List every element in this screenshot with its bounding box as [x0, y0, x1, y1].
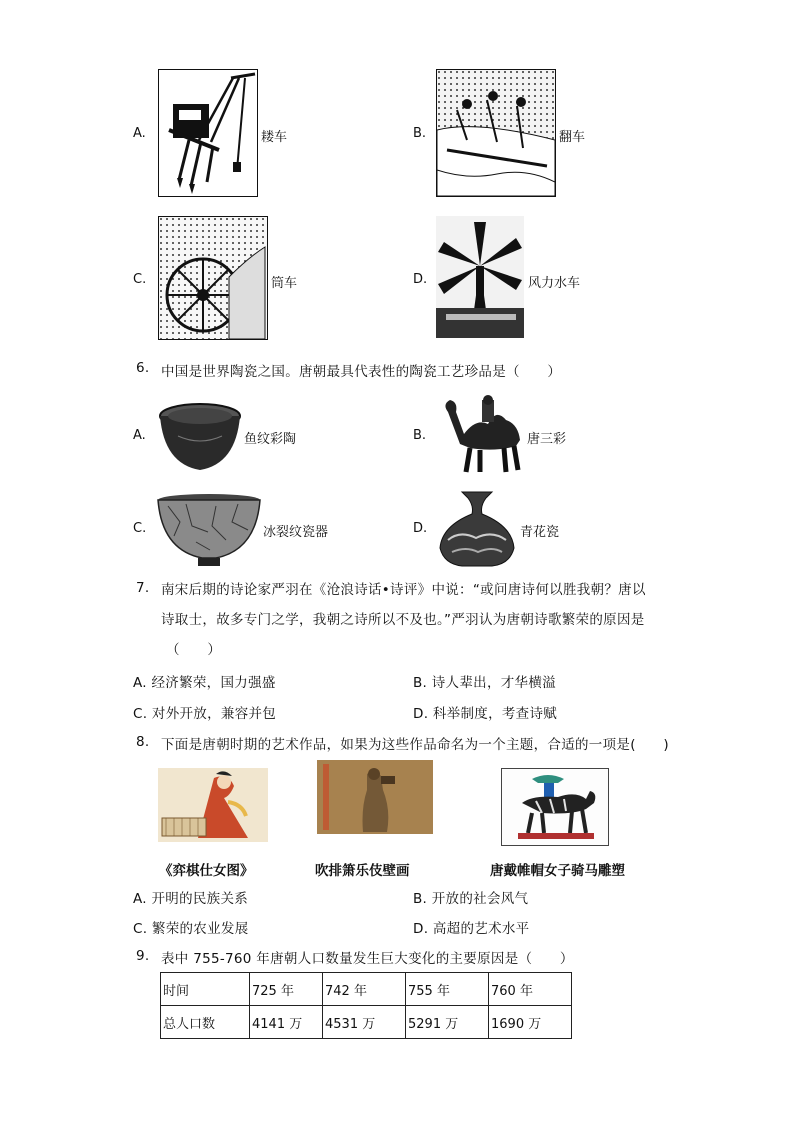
q7-option-d: D. 科举制度，考查诗赋: [413, 706, 558, 722]
q9-stem: 表中 755-760 年唐朝人口数量发生巨大变化的主要原因是（ ）: [161, 951, 574, 967]
fanche-pallet-pump-image: [436, 69, 556, 197]
q5-option-a-letter: A.: [133, 126, 146, 141]
q6-option-c-letter: C.: [133, 521, 147, 536]
q6-option-c-caption: 冰裂纹瓷器: [263, 525, 329, 540]
q6-stem: 中国是世界陶瓷之国。唐朝最具代表性的陶瓷工艺珍品是（ ）: [161, 364, 562, 380]
q7-line2: 诗取士，故多专门之学，我朝之诗所以不及也。”严羽认为唐朝诗歌繁荣的原因是: [161, 612, 645, 628]
q5-option-b-letter: B.: [413, 126, 427, 141]
q5-option-a-caption: 耧车: [261, 130, 288, 145]
q7-option-a: A. 经济繁荣，国力强盛: [133, 675, 276, 691]
q8-caption-2: 吹排箫乐伎壁画: [315, 863, 410, 879]
table-cell: 4531 万: [323, 1006, 406, 1039]
q8-number: 8.: [136, 734, 150, 750]
q8-option-c: C. 繁荣的农业发展: [133, 921, 249, 937]
table-cell: 1690 万: [489, 1006, 572, 1039]
q7-line1: 南宋后期的诗论家严羽在《沧浪诗话•诗评》中说：“或问唐诗何以胜我朝？唐以: [161, 582, 646, 598]
tongche-waterwheel-image: [158, 216, 268, 340]
q8-option-a: A. 开明的民族关系: [133, 891, 249, 907]
q6-option-b-letter: B.: [413, 428, 427, 443]
q5-option-d-letter: D.: [413, 272, 428, 287]
q8-option-b: B. 开放的社会风气: [413, 891, 529, 907]
population-table: [160, 972, 572, 1039]
table-cell: 总人口数: [161, 1006, 250, 1039]
q8-stem: 下面是唐朝时期的艺术作品，如果为这些作品命名为一个主题，合适的一项是( ): [161, 737, 669, 753]
q8-caption-1: 《弈棋仕女图》: [159, 863, 254, 879]
table-cell: 755 年: [406, 973, 489, 1006]
table-row: [161, 973, 572, 1006]
q7-option-c: C. 对外开放，兼容并包: [133, 706, 277, 722]
q5-option-c-letter: C.: [133, 272, 147, 287]
panpipe-musician-mural-image: [317, 760, 433, 834]
table-cell: 742 年: [323, 973, 406, 1006]
q7-option-b: B. 诗人辈出，才华横溢: [413, 675, 556, 691]
q6-option-a-caption: 鱼纹彩陶: [244, 432, 297, 447]
q6-option-d-letter: D.: [413, 521, 428, 536]
q7-number: 7.: [136, 580, 150, 596]
tang-sancai-camel-image: [436, 394, 526, 476]
q6-number: 6.: [136, 360, 150, 376]
q5-option-b-caption: 翻车: [559, 130, 586, 145]
q5-option-c-caption: 筒车: [271, 276, 298, 291]
table-cell: 725 年: [250, 973, 323, 1006]
table-cell: 5291 万: [406, 1006, 489, 1039]
table-cell: 760 年: [489, 973, 572, 1006]
table-row: [161, 1006, 572, 1039]
blue-white-porcelain-vase-image: [436, 490, 518, 568]
q7-line3: （ ）: [166, 642, 222, 658]
q8-option-d: D. 高超的艺术水平: [413, 921, 530, 937]
wind-waterwheel-image: [436, 216, 524, 338]
crackle-glaze-bowl-image: [156, 492, 262, 568]
q6-option-d-caption: 青花瓷: [520, 525, 560, 540]
table-cell: 4141 万: [250, 1006, 323, 1039]
go-playing-ladies-painting-image: [158, 768, 268, 842]
q5-option-d-caption: 风力水车: [528, 276, 581, 291]
q9-number: 9.: [136, 948, 150, 964]
q6-option-b-caption: 唐三彩: [527, 432, 567, 447]
table-cell: 时间: [161, 973, 250, 1006]
veiled-hat-woman-horse-sculpture-image: [501, 768, 609, 846]
louche-seeder-image: [158, 69, 258, 197]
q6-option-a-letter: A.: [133, 428, 146, 443]
q8-caption-3: 唐戴帷帽女子骑马雕塑: [490, 863, 625, 879]
fish-pattern-pottery-image: [158, 400, 242, 472]
